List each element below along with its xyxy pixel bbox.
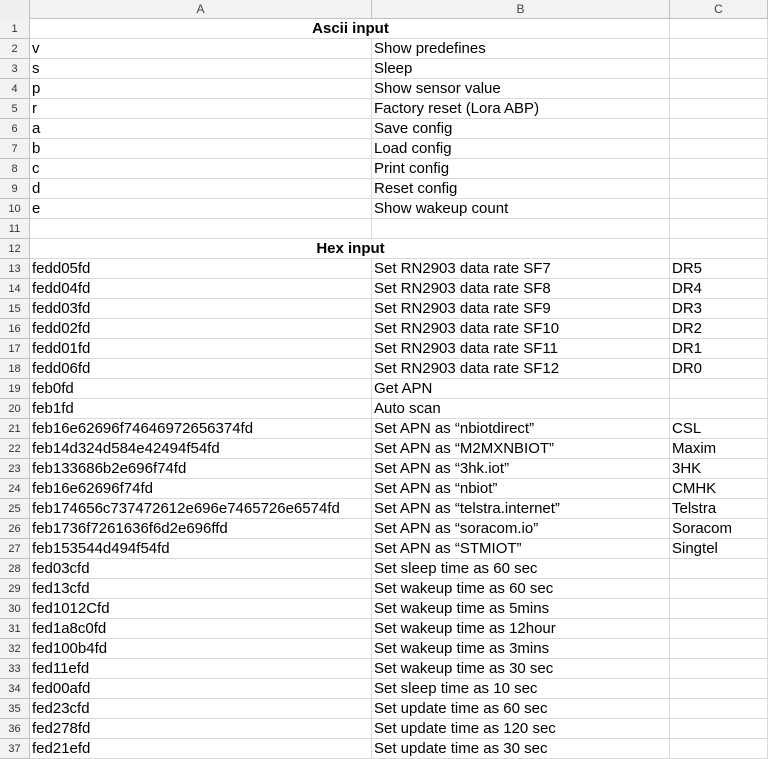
row-header[interactable]: 33 bbox=[0, 659, 30, 679]
row-header[interactable]: 10 bbox=[0, 199, 30, 219]
cell-c[interactable] bbox=[670, 699, 768, 719]
section-title-cell[interactable]: Ascii input bbox=[30, 19, 670, 39]
cell-b[interactable]: Set wakeup time as 30 sec bbox=[372, 659, 670, 679]
cell-c[interactable]: DR5 bbox=[670, 259, 768, 279]
cell-a[interactable]: feb16e62696f74646972656374fd bbox=[30, 419, 372, 439]
cell-a[interactable]: d bbox=[30, 179, 372, 199]
cell-c[interactable] bbox=[670, 679, 768, 699]
cell-a[interactable]: fed13cfd bbox=[30, 579, 372, 599]
table-row bbox=[0, 219, 768, 239]
table-row bbox=[0, 259, 768, 279]
cell-c[interactable] bbox=[670, 199, 768, 219]
cell-a[interactable]: fed00afd bbox=[30, 679, 372, 699]
table-row bbox=[0, 519, 768, 539]
cell-c[interactable]: DR1 bbox=[670, 339, 768, 359]
cell-b[interactable] bbox=[372, 219, 670, 239]
table-row bbox=[0, 79, 768, 99]
cell-a[interactable]: fed1a8c0fd bbox=[30, 619, 372, 639]
cell-c[interactable]: DR2 bbox=[670, 319, 768, 339]
row-header[interactable]: 16 bbox=[0, 319, 30, 339]
cell-c[interactable] bbox=[670, 659, 768, 679]
row-header[interactable]: 15 bbox=[0, 299, 30, 319]
column-header-row bbox=[0, 0, 768, 19]
cell-b[interactable]: Sleep bbox=[372, 59, 670, 79]
cell-a[interactable]: fed11efd bbox=[30, 659, 372, 679]
table-row bbox=[0, 599, 768, 619]
table-row bbox=[0, 119, 768, 139]
row-header[interactable]: 34 bbox=[0, 679, 30, 699]
cell-c[interactable]: Maxim bbox=[670, 439, 768, 459]
cell-c[interactable]: CSL bbox=[670, 419, 768, 439]
row-header[interactable]: 2 bbox=[0, 39, 30, 59]
row-header[interactable]: 32 bbox=[0, 639, 30, 659]
cell-a[interactable]: fedd04fd bbox=[30, 279, 372, 299]
row-header[interactable]: 4 bbox=[0, 79, 30, 99]
cell-c[interactable]: DR4 bbox=[670, 279, 768, 299]
table-row bbox=[0, 279, 768, 299]
row-header[interactable]: 35 bbox=[0, 699, 30, 719]
select-all-corner[interactable] bbox=[0, 0, 30, 19]
cell-a[interactable]: fed100b4fd bbox=[30, 639, 372, 659]
row-header[interactable]: 18 bbox=[0, 359, 30, 379]
table-row bbox=[0, 379, 768, 399]
table-row bbox=[0, 359, 768, 379]
column-header-b[interactable]: B bbox=[372, 0, 670, 19]
cell-a[interactable]: fedd03fd bbox=[30, 299, 372, 319]
row-header[interactable]: 1 bbox=[0, 19, 30, 39]
table-row bbox=[0, 179, 768, 199]
cell-b[interactable]: Set APN as “STMIOT” bbox=[372, 539, 670, 559]
cell-c[interactable]: Telstra bbox=[670, 499, 768, 519]
cell-b[interactable]: Set update time as 120 sec bbox=[372, 719, 670, 739]
row-header[interactable]: 21 bbox=[0, 419, 30, 439]
section-title-cell[interactable]: Hex input bbox=[30, 239, 670, 259]
cell-c[interactable] bbox=[670, 599, 768, 619]
cell-b[interactable]: Show predefines bbox=[372, 39, 670, 59]
cell-c[interactable] bbox=[670, 559, 768, 579]
cell-b[interactable]: Set APN as “M2MXNBIOT” bbox=[372, 439, 670, 459]
cell-c[interactable] bbox=[670, 159, 768, 179]
table-row bbox=[0, 399, 768, 419]
cell-c[interactable] bbox=[670, 119, 768, 139]
row-header[interactable]: 13 bbox=[0, 259, 30, 279]
cell-c[interactable]: 3HK bbox=[670, 459, 768, 479]
row-header[interactable]: 19 bbox=[0, 379, 30, 399]
cell-a[interactable]: fedd05fd bbox=[30, 259, 372, 279]
cell-a[interactable]: feb14d324d584e42494f54fd bbox=[30, 439, 372, 459]
cell-b[interactable]: Save config bbox=[372, 119, 670, 139]
cell-a[interactable] bbox=[30, 219, 372, 239]
row-header[interactable]: 5 bbox=[0, 99, 30, 119]
table-row bbox=[0, 499, 768, 519]
row-header[interactable]: 9 bbox=[0, 179, 30, 199]
table-row bbox=[0, 339, 768, 359]
table-row bbox=[0, 139, 768, 159]
table-row bbox=[0, 619, 768, 639]
row-header[interactable]: 6 bbox=[0, 119, 30, 139]
cell-b[interactable]: Set APN as “3hk.iot” bbox=[372, 459, 670, 479]
cell-b[interactable]: Set APN as “telstra.internet” bbox=[372, 499, 670, 519]
cell-b[interactable]: Reset config bbox=[372, 179, 670, 199]
row-header[interactable]: 31 bbox=[0, 619, 30, 639]
cell-b[interactable]: Show wakeup count bbox=[372, 199, 670, 219]
table-row bbox=[0, 699, 768, 719]
cell-a[interactable]: v bbox=[30, 39, 372, 59]
table-row bbox=[0, 99, 768, 119]
cell-a[interactable]: p bbox=[30, 79, 372, 99]
cell-c[interactable]: Soracom bbox=[670, 519, 768, 539]
row-header[interactable]: 3 bbox=[0, 59, 30, 79]
row-header[interactable]: 36 bbox=[0, 719, 30, 739]
cell-b[interactable]: Auto scan bbox=[372, 399, 670, 419]
cell-c[interactable]: DR0 bbox=[670, 359, 768, 379]
row-header[interactable]: 29 bbox=[0, 579, 30, 599]
cell-c[interactable] bbox=[670, 99, 768, 119]
cell-c[interactable] bbox=[670, 579, 768, 599]
row-header[interactable]: 27 bbox=[0, 539, 30, 559]
cell-c[interactable] bbox=[670, 379, 768, 399]
cell-c[interactable]: CMHK bbox=[670, 479, 768, 499]
row-header[interactable]: 37 bbox=[0, 739, 30, 759]
cell-b[interactable]: Set wakeup time as 5mins bbox=[372, 599, 670, 619]
cell-b[interactable]: Set sleep time as 60 sec bbox=[372, 559, 670, 579]
cell-b[interactable]: Set RN2903 data rate SF10 bbox=[372, 319, 670, 339]
cell-a[interactable]: a bbox=[30, 119, 372, 139]
table-row bbox=[0, 239, 768, 259]
row-header[interactable]: 30 bbox=[0, 599, 30, 619]
row-header[interactable]: 24 bbox=[0, 479, 30, 499]
table-row bbox=[0, 439, 768, 459]
column-header-c[interactable]: C bbox=[670, 0, 768, 19]
cell-b[interactable]: Show sensor value bbox=[372, 79, 670, 99]
cell-b[interactable]: Set sleep time as 10 sec bbox=[372, 679, 670, 699]
cell-b[interactable]: Set wakeup time as 12hour bbox=[372, 619, 670, 639]
row-header[interactable]: 8 bbox=[0, 159, 30, 179]
cell-c[interactable] bbox=[670, 59, 768, 79]
cell-b[interactable]: Get APN bbox=[372, 379, 670, 399]
cell-b[interactable]: Set RN2903 data rate SF9 bbox=[372, 299, 670, 319]
cell-b[interactable]: Set APN as “nbiot” bbox=[372, 479, 670, 499]
table-row bbox=[0, 739, 768, 759]
row-header[interactable]: 11 bbox=[0, 219, 30, 239]
cell-b[interactable]: Set wakeup time as 3mins bbox=[372, 639, 670, 659]
cell-a[interactable]: fed278fd bbox=[30, 719, 372, 739]
cell-a[interactable]: fed23cfd bbox=[30, 699, 372, 719]
cell-a[interactable]: s bbox=[30, 59, 372, 79]
table-row bbox=[0, 579, 768, 599]
cell-c[interactable]: Singtel bbox=[670, 539, 768, 559]
cell-c[interactable] bbox=[670, 739, 768, 759]
table-row bbox=[0, 419, 768, 439]
row-header[interactable]: 12 bbox=[0, 239, 30, 259]
cell-c[interactable]: DR3 bbox=[670, 299, 768, 319]
cell-b[interactable]: Set RN2903 data rate SF12 bbox=[372, 359, 670, 379]
table-row bbox=[0, 539, 768, 559]
cell-c[interactable] bbox=[670, 239, 768, 259]
cell-b[interactable]: Set APN as “soracom.io” bbox=[372, 519, 670, 539]
table-row bbox=[0, 319, 768, 339]
cell-a[interactable]: feb133686b2e696f74fd bbox=[30, 459, 372, 479]
cell-a[interactable]: fedd02fd bbox=[30, 319, 372, 339]
cell-a[interactable]: r bbox=[30, 99, 372, 119]
table-row bbox=[0, 159, 768, 179]
row-header[interactable]: 20 bbox=[0, 399, 30, 419]
row-header[interactable]: 17 bbox=[0, 339, 30, 359]
cell-a[interactable]: feb1fd bbox=[30, 399, 372, 419]
table-row bbox=[0, 479, 768, 499]
cell-a[interactable]: fedd01fd bbox=[30, 339, 372, 359]
table-row bbox=[0, 559, 768, 579]
cell-a[interactable]: e bbox=[30, 199, 372, 219]
table-row bbox=[0, 639, 768, 659]
row-header[interactable]: 7 bbox=[0, 139, 30, 159]
cell-c[interactable] bbox=[670, 19, 768, 39]
cell-a[interactable]: feb153544d494f54fd bbox=[30, 539, 372, 559]
cell-b[interactable]: Set update time as 60 sec bbox=[372, 699, 670, 719]
column-header-a[interactable]: A bbox=[30, 0, 372, 19]
cell-b[interactable]: Set update time as 30 sec bbox=[372, 739, 670, 759]
cell-b[interactable]: Print config bbox=[372, 159, 670, 179]
table-row bbox=[0, 199, 768, 219]
table-row bbox=[0, 719, 768, 739]
cell-c[interactable] bbox=[670, 619, 768, 639]
row-header[interactable]: 28 bbox=[0, 559, 30, 579]
cell-a[interactable]: fed1012Cfd bbox=[30, 599, 372, 619]
row-header[interactable]: 14 bbox=[0, 279, 30, 299]
cell-c[interactable] bbox=[670, 399, 768, 419]
row-header[interactable]: 22 bbox=[0, 439, 30, 459]
table-row bbox=[0, 659, 768, 679]
cell-a[interactable]: fed21efd bbox=[30, 739, 372, 759]
cell-a[interactable]: b bbox=[30, 139, 372, 159]
cell-a[interactable]: feb16e62696f74fd bbox=[30, 479, 372, 499]
row-header[interactable]: 26 bbox=[0, 519, 30, 539]
cell-b[interactable]: Load config bbox=[372, 139, 670, 159]
table-row bbox=[0, 19, 768, 39]
table-row bbox=[0, 299, 768, 319]
row-header[interactable]: 25 bbox=[0, 499, 30, 519]
cell-b[interactable]: Set wakeup time as 60 sec bbox=[372, 579, 670, 599]
cell-c[interactable] bbox=[670, 39, 768, 59]
table-row bbox=[0, 459, 768, 479]
table-row bbox=[0, 39, 768, 59]
cell-a[interactable]: c bbox=[30, 159, 372, 179]
cell-b[interactable]: Set RN2903 data rate SF8 bbox=[372, 279, 670, 299]
cell-c[interactable] bbox=[670, 219, 768, 239]
cell-b[interactable]: Factory reset (Lora ABP) bbox=[372, 99, 670, 119]
cell-c[interactable] bbox=[670, 139, 768, 159]
cell-b[interactable]: Set RN2903 data rate SF7 bbox=[372, 259, 670, 279]
cell-a[interactable]: fedd06fd bbox=[30, 359, 372, 379]
cell-b[interactable]: Set RN2903 data rate SF11 bbox=[372, 339, 670, 359]
cell-c[interactable] bbox=[670, 79, 768, 99]
cell-a[interactable]: feb1736f7261636f6d2e696ffd bbox=[30, 519, 372, 539]
row-header[interactable]: 23 bbox=[0, 459, 30, 479]
cell-b[interactable]: Set APN as “nbiotdirect” bbox=[372, 419, 670, 439]
cell-c[interactable] bbox=[670, 639, 768, 659]
table-row bbox=[0, 679, 768, 699]
cell-a[interactable]: feb174656c737472612e696e7465726e6574fd bbox=[30, 499, 372, 519]
cell-a[interactable]: fed03cfd bbox=[30, 559, 372, 579]
cell-c[interactable] bbox=[670, 719, 768, 739]
cell-c[interactable] bbox=[670, 179, 768, 199]
table-row bbox=[0, 59, 768, 79]
cell-a[interactable]: feb0fd bbox=[30, 379, 372, 399]
